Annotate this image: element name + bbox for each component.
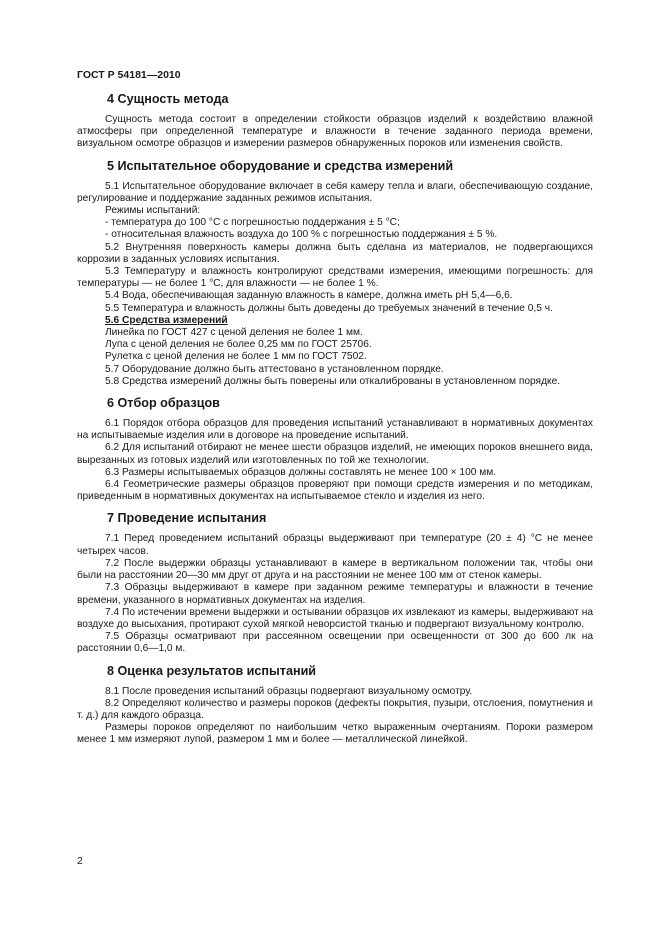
section-heading: 8 Оценка результатов испытаний [107, 663, 317, 678]
paragraph: Рулетка с ценой деления не более 1 мм по ГОСТ 7502. [105, 351, 367, 363]
paragraph: 6.3 Размеры испытываемых образцов должны составлять не менее 100 × 100 мм. [105, 466, 497, 478]
paragraph: 5.4 Вода, обеспечивающая заданную влажность в камере, должна иметь рН 5,4—6,6. [105, 290, 513, 302]
paragraph: 5.1 Испытательное оборудование включает в себя камеру тепла и влаги, обеспечивающую создание, регулирование и поддержание заданных режимов испытания. [77, 180, 593, 204]
section-heading: 7 Проведение испытания [107, 511, 267, 526]
paragraph: 7.1 Перед проведением испытаний образцы выдерживают при температуре (20 ± 4) °С не менее четырех часов. [77, 533, 593, 557]
paragraph: Размеры пороков определяют по наибольшим четко выраженным очертаниям. Пороки размером менее 1 мм измеряют лупой, размером 1 мм и более — металлической линейкой. [77, 722, 593, 746]
page-number: 2 [77, 855, 83, 867]
paragraph: 6.2 Для испытаний отбирают не менее шести образцов изделий, не имеющих пороков внешнего вида, вырезанных из готовых изделий или изготовленных по той же технологии. [77, 442, 593, 466]
subsection-heading: 5.6 Средства измерений [105, 314, 228, 326]
document-header: ГОСТ Р 54181—2010 [77, 69, 181, 81]
paragraph: 7.2 После выдержки образцы устанавливают в камере в вертикальном положении так, чтобы они были на расстоянии 20—30 мм друг от друга и на расстоянии не менее 100 мм от стенок камеры. [77, 557, 593, 582]
paragraph: 5.7 Оборудование должно быть аттестовано в установленном порядке. [105, 363, 444, 375]
paragraph: 8.1 После проведения испытаний образцы подвергают визуальному осмотру. [105, 685, 473, 697]
section-heading: 5 Испытательное оборудование и средства измерений [107, 158, 454, 173]
paragraph: 5.2 Внутренняя поверхность камеры должна быть сделана из материалов, не подвергающихся коррозии в заданных условиях испытания. [77, 241, 593, 265]
paragraph: 6.4 Геометрические размеры образцов проверяют при помощи средств измерения и по методикам, приведенным в нормативных документах на испытываемое стекло и изделия из него. [77, 479, 593, 503]
section-heading: 4 Сущность метода [107, 92, 229, 106]
paragraph: 8.2 Определяют количество и размеры пороков (дефекты покрытия, пузыри, отслоения, помутнения и т. д.) для каждого образца. [77, 697, 593, 721]
paragraph: 6.1 Порядок отбора образцов для проведения испытаний устанавливают в нормативных документах на испытываемые изделия или в договоре на проведение испытаний. [77, 418, 593, 442]
paragraph: 7.3 Образцы выдерживают в камере при заданном режиме температуры и влажности в течение времени, указанного в нормативных документах на изделия. [77, 582, 593, 606]
paragraph: Лупа с ценой деления не более 0,25 мм по ГОСТ 25706. [105, 339, 372, 351]
list-item: - относительная влажность воздуха до 100 % с погрешностью поддержания ± 5 %. [105, 229, 498, 241]
document-body [77, 92, 593, 747]
list-item: - температура до 100 °С с погрешностью поддержания ± 5 °С; [105, 217, 400, 229]
paragraph: 7.5 Образцы осматривают при рассеянном освещении при освещенности от 300 до 600 лк на расстоянии 0,6—1,0 м. [77, 631, 593, 655]
paragraph: 5.3 Температуру и влажность контролируют средствами измерения, имеющими погрешность: для температуры — не более 1 °С, для влажности — не более 1 %. [77, 266, 593, 290]
paragraph: Режимы испытаний: [105, 205, 201, 217]
paragraph: 5.8 Средства измерений должны быть поверены или откалиброваны в установленном порядке. [105, 375, 561, 387]
paragraph: Сущность метода состоит в определении стойкости образцов изделий к воздействию влажной атмосферы при определенной температуре и влажности в течение заданного периода времени, визуальном осмотре образцов и измерении размеров обнаруженных пороков или изменения свойств. [77, 114, 593, 150]
paragraph: 7.4 По истечении времени выдержки и остывании образцов их извлекают из камеры, выдерживают на воздухе до высыхания, протирают сухой мягкой неворсистой тканью и подвергают визуальному контролю. [77, 606, 593, 630]
paragraph: 5.5 Температура и влажность должны быть доведены до требуемых значений в течение 0,5 ч. [105, 302, 553, 314]
paragraph: Линейка по ГОСТ 427 с ценой деления не более 1 мм. [105, 327, 363, 339]
section-heading: 6 Отбор образцов [107, 396, 220, 411]
